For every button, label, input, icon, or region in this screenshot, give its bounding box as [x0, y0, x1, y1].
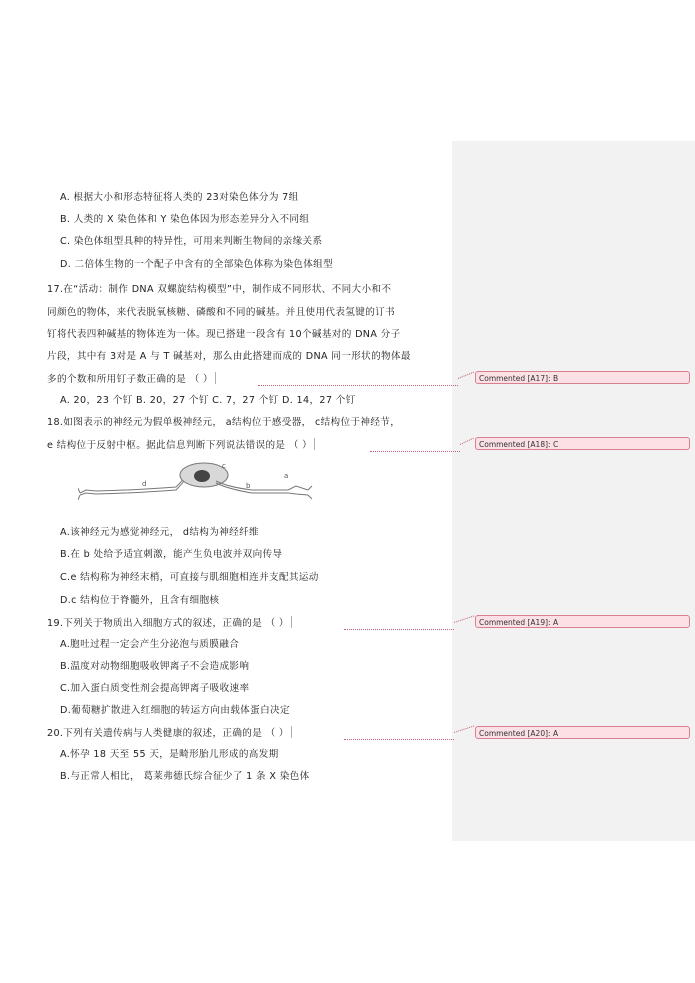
- q17-stem-line-5: [47, 372, 216, 387]
- comment-connector: [344, 629, 454, 630]
- q16-option-b: B. 人类的 X 染色体和 Y 染色体因为形态差异分入不同组: [60, 214, 310, 225]
- q20-question-text: 20.下列有关遗传病与人类健康的叙述，正确的是 （ ）: [47, 728, 289, 739]
- q20-option-a: A.怀孕 18 天至 55 天，是畸形胎儿形成的高发期: [60, 749, 279, 760]
- comment-anchor: [314, 438, 315, 450]
- q19-option-a: A.胞吐过程一定会产生分泌泡与质膜融合: [60, 639, 240, 650]
- comment-connector: [258, 385, 458, 386]
- q18-stem-line-1: 18.如图表示的神经元为假单极神经元， a结构位于感受器， c结构位于神经节，: [47, 417, 401, 428]
- q16-option-a: A. 根据大小和形态特征将人类的 23对染色体分为 7组: [60, 192, 299, 203]
- comment-connector: [344, 739, 454, 740]
- comment-anchor: [291, 616, 292, 628]
- q16-option-c: C. 染色体组型具种的特异性，可用来判断生物间的亲缘关系: [60, 236, 323, 247]
- q19-stem: [47, 616, 292, 631]
- comment-anchor: [291, 726, 292, 738]
- q17-stem-line-2: 同颜色的物体，来代表脱氧核糖、磷酸和不同的碱基。并且使用代表氢键的订书: [47, 307, 396, 318]
- comment-a19[interactable]: Commented [A19]: A: [475, 615, 690, 628]
- neuron-diagram: [78, 460, 314, 502]
- q17-stem-line-1: 17.在“活动：制作 DNA 双螺旋结构模型”中，制作成不同形状、不同大小和不: [47, 284, 392, 295]
- comment-anchor: [215, 372, 216, 384]
- comment-a17[interactable]: Commented [A17]: B: [475, 371, 690, 384]
- comment-connector: [370, 451, 460, 452]
- q19-option-c: C.加入蛋白质变性剂会提高钾离子吸收速率: [60, 683, 250, 694]
- q18-option-d: D.c 结构位于脊髓外，且含有细胞核: [60, 595, 220, 606]
- q20-stem: [47, 726, 292, 741]
- q18-option-c: C.e 结构称为神经末梢，可直接与肌细胞相连并支配其运动: [60, 572, 319, 583]
- q18-question-text: e 结构位于反射中枢。据此信息判断下列说法错误的是 （ ）: [47, 440, 313, 451]
- q17-question-text: 多的个数和所用钉子数正确的是 （ ）: [47, 374, 213, 385]
- comment-a18[interactable]: Commented [A18]: C: [475, 437, 690, 450]
- q19-option-b: B.温度对动物细胞吸收钾离子不会造成影响: [60, 661, 250, 672]
- q19-option-d: D.葡萄糖扩散进入红细胞的转运方向由载体蛋白决定: [60, 705, 290, 716]
- q18-option-b: B.在 b 处给予适宜刺激，能产生负电波并双向传导: [60, 549, 283, 560]
- q18-stem-line-2: [47, 438, 315, 453]
- label-d: d: [142, 480, 147, 488]
- q17-stem-line-4: 片段，其中有 3对是 A 与 T 碱基对，那么由此搭建而成的 DNA 同一形状的物体最: [47, 351, 411, 362]
- label-c: c: [222, 462, 226, 470]
- q18-option-a: A.该神经元为感觉神经元， d结构为神经纤维: [60, 527, 259, 538]
- q17-stem-line-3: 钉将代表四种碱基的物体连为一体。现已搭建一段含有 10个碱基对的 DNA 分子: [47, 329, 401, 340]
- comment-a20[interactable]: Commented [A20]: A: [475, 726, 690, 739]
- q17-options: A. 20，23 个钉 B. 20，27 个钉 C. 7，27 个钉 D. 14，27 个钉: [60, 395, 356, 406]
- q20-option-b: B.与正常人相比， 葛莱弗德氏综合征少了 1 条 X 染色体: [60, 771, 310, 782]
- q16-option-d: D. 二倍体生物的一个配子中含有的全部染色体称为染色体组型: [60, 259, 334, 270]
- q19-question-text: 19.下列关于物质出入细胞方式的叙述，正确的是 （ ）: [47, 618, 289, 629]
- label-b: b: [246, 482, 251, 490]
- label-a: a: [284, 472, 289, 480]
